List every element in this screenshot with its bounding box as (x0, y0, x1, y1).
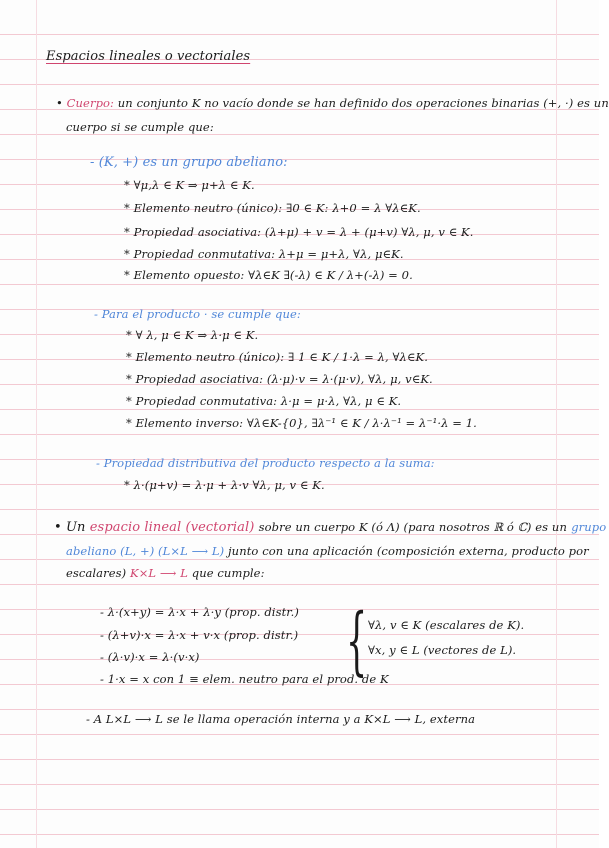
producto-heading: - Para el producto · se cumple que: (94, 307, 301, 321)
producto-item: * Propiedad asociativa: (λ·μ)·v = λ·(μ·v), ∀λ, μ, v∈K. (126, 372, 433, 386)
producto-item: * Propiedad conmutativa: λ·μ = μ·λ, ∀λ, μ ∈ K. (126, 394, 402, 408)
suma-item: * Propiedad conmutativa: λ+μ = μ+λ, ∀λ, μ∈K. (124, 247, 404, 261)
espacio-grupo: grupo (571, 520, 607, 534)
cuerpo-label: Cuerpo: (66, 96, 115, 110)
producto-item: * Elemento inverso: ∀λ∈K-{0}, ∃λ⁻¹ ∈ K / λ·λ⁻¹ = λ⁻¹·λ = 1. (126, 416, 477, 430)
espacio-line-3 (66, 566, 265, 580)
espacio-line-2-text: junto con una aplicación (composición externa, producto por (228, 544, 589, 558)
espacio-escalares: escalares) (66, 566, 127, 580)
cuerpo-line-1 (56, 96, 609, 110)
margin-line-right (556, 0, 557, 848)
espacio-grupo-abeliano: abeliano (L, +) (L×L ⟶ L) (66, 544, 225, 558)
espacio-prop: - (λ·v)·x = λ·(v·x) (100, 650, 200, 664)
espacio-line-3-end: que cumple: (191, 566, 265, 580)
producto-item: * ∀ λ, μ ∈ K ⇒ λ·μ ∈ K. (126, 328, 259, 342)
suma-heading: - (K, +) es un grupo abeliano: (90, 155, 288, 170)
espacio-composicion-externa: K×L ⟶ L (130, 566, 188, 580)
espacio-prop: - λ·(x+y) = λ·x + λ·y (prop. distr.) (100, 605, 299, 619)
espacio-prop: - 1·x = x con 1 ≡ elem. neutro para el prod. de K (100, 672, 389, 686)
suma-item: * Propiedad asociativa: (λ+μ) + v = λ + (μ+v) ∀λ, μ, v ∈ K. (124, 225, 474, 239)
operacion-nota: - A L×L ⟶ L se le llama operación interna y a K×L ⟶ L, externa (86, 712, 476, 726)
espacio-line-1-text: sobre un cuerpo K (ó Λ) (para nosotros ℝ ó ℂ) es un (258, 520, 567, 534)
espacio-line-2 (66, 544, 589, 558)
vectores-note: ∀x, y ∈ L (vectores de L). (368, 643, 517, 657)
suma-item: * ∀μ,λ ∈ K ⇒ μ+λ ∈ K. (124, 178, 255, 192)
curly-brace: { (346, 598, 368, 684)
espacio-line-1 (54, 520, 606, 535)
cuerpo-definition: un conjunto K no vacío donde se han definido dos operaciones binarias (+, ·) es un (117, 96, 609, 110)
suma-item: * Elemento neutro (único): ∃0 ∈ K: λ+0 = λ ∀λ∈K. (124, 201, 421, 215)
suma-item: * Elemento opuesto: ∀λ∈K ∃(-λ) ∈ K / λ+(-λ) = 0. (124, 268, 413, 282)
espacio-label: espacio lineal (vectorial) (89, 520, 255, 535)
distributiva-heading: - Propiedad distributiva del producto respecto a la suma: (96, 456, 435, 470)
espacio-prop: - (λ+v)·x = λ·x + v·x (prop. distr.) (100, 628, 299, 642)
espacio-bullet: • Un (54, 520, 86, 535)
escalares-note: ∀λ, v ∈ K (escalares de K). (368, 618, 525, 632)
distributiva-item: * λ·(μ+v) = λ·μ + λ·v ∀λ, μ, v ∈ K. (124, 478, 325, 492)
cuerpo-bullet: • (56, 96, 63, 110)
page-title: Espacios lineales o vectoriales (46, 49, 251, 64)
producto-item: * Elemento neutro (único): ∃ 1 ∈ K / 1·λ = λ, ∀λ∈K. (126, 350, 428, 364)
cuerpo-line-2: cuerpo si se cumple que: (66, 120, 214, 134)
margin-line-left (36, 0, 37, 848)
